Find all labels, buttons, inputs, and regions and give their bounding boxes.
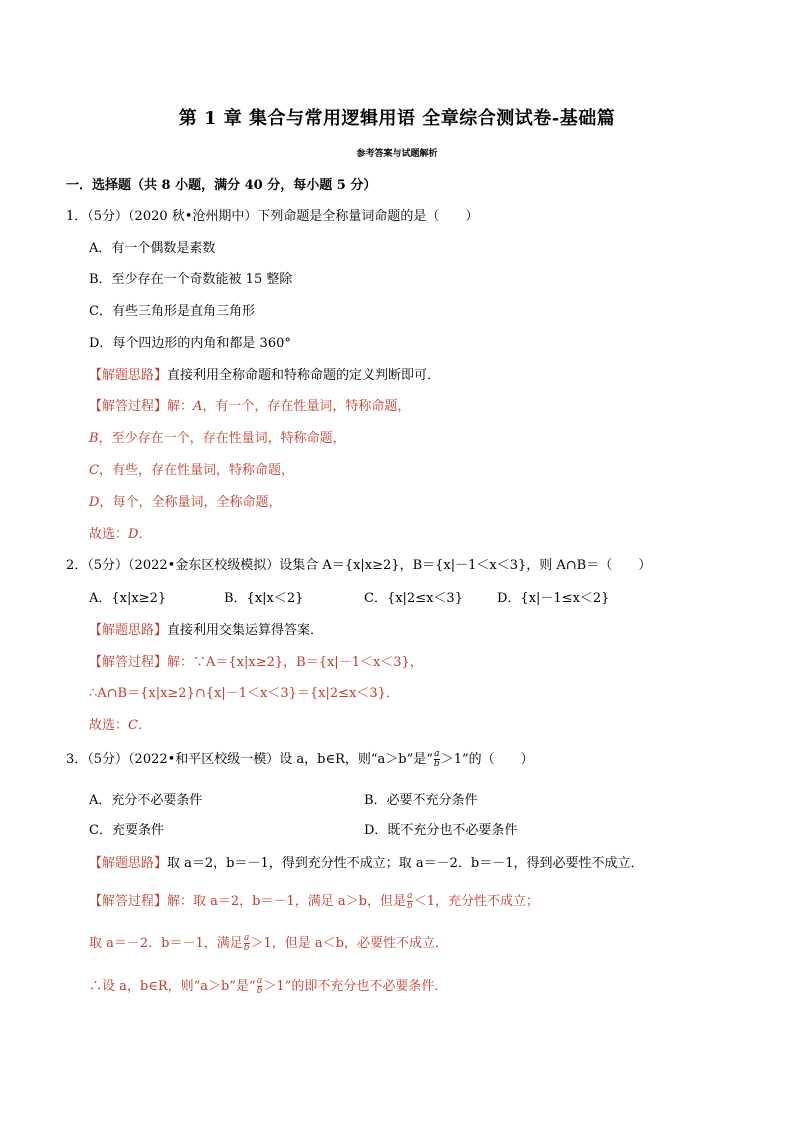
q3-process-text-1a: 解：取 a＝2，b＝－1，满足 a＞b，但是 <box>167 894 406 909</box>
fraction-numerator: a <box>256 976 263 986</box>
q2-option-c: C．{x|2≤x＜3} <box>364 591 463 606</box>
q2-option-a: A．{x|x≥2} <box>89 591 167 606</box>
q3-option-d: D．既不充分也不必要条件 <box>364 823 518 838</box>
q3-fraction <box>434 750 440 769</box>
q3-conclusion <box>89 977 447 996</box>
analysis-label: 【解题思路】 <box>89 856 168 871</box>
q3-analysis <box>89 855 644 873</box>
q1-answer <box>89 526 151 544</box>
q3-option-c: C．充要条件 <box>89 823 164 838</box>
analysis-label: 【解题思路】 <box>89 368 168 383</box>
q3-stem-part-2: ＞1”的（ ） <box>440 752 534 767</box>
q1-stem: 1．（5分）（2020 秋•沧州期中）下列命题是全称量词命题的是（ ） <box>66 209 479 224</box>
q3-stem-part-1: 3．（5分）（2022•和平区校级一模）设 a，b∈R，则“a＞b”是“ <box>66 752 433 767</box>
q3-fraction-proc1 <box>407 892 413 911</box>
section-heading: 一．选择题（共 8 小题，满分 40 分，每小题 5 分） <box>66 178 377 193</box>
page-subtitle: 参考答案与试题解析 <box>356 149 438 159</box>
q3-fraction-concl <box>257 977 263 996</box>
q3-process-text-1b: ＜1，充分性不成立； <box>413 894 540 909</box>
fraction-denominator: b <box>433 759 440 769</box>
q3-process-line-1 <box>89 892 539 911</box>
q2-analysis-text: 直接利用交集运算得答案． <box>167 623 324 638</box>
q3-fraction-proc2 <box>244 934 250 953</box>
q3-conclusion-b: ＞1”的即不充分也不必要条件． <box>263 979 448 994</box>
q3-option-a: A．充分不必要条件 <box>89 793 203 808</box>
fraction-denominator: b <box>256 986 263 996</box>
q2-process-text-1: 解：∵A＝{x|x≥2}，B＝{x|－1＜x＜3}， <box>167 655 423 670</box>
q1-analysis-text: 直接利用全称命题和特称命题的定义判断即可． <box>167 368 441 383</box>
q1-option-b: B．至少存在一个奇数能被 15 整除 <box>89 272 293 287</box>
q3-process-line-2 <box>89 934 448 953</box>
fraction-numerator: a <box>243 933 250 943</box>
q2-analysis <box>89 622 323 640</box>
q2-stem: 2．（5分）（2022•金东区校级模拟）设集合 A＝{x|x≥2}，B＝{x|－1＜x＜3}，则 A∩B＝（ ） <box>66 558 652 573</box>
q2-answer-prefix: 故选： <box>89 718 129 733</box>
process-label: 【解答过程】 <box>89 399 168 414</box>
q1-answer-value: D． <box>128 527 152 542</box>
fraction-denominator: b <box>406 901 413 911</box>
q3-option-b: B．必要不充分条件 <box>364 793 478 808</box>
q1-var-b: B <box>89 431 99 446</box>
q1-process-text-4: ，每个，全称量词，全称命题， <box>99 495 282 510</box>
analysis-label: 【解题思路】 <box>89 623 168 638</box>
q1-process-line-3 <box>89 462 294 480</box>
q2-answer-value: C． <box>128 718 151 733</box>
q2-process-line-2: ∴A∩B＝{x|x≥2}∩{x|－1＜x＜3}＝{x|2≤x＜3}． <box>89 686 399 701</box>
q1-process-text-3: ，有些，存在性量词，特称命题， <box>98 463 294 478</box>
page-title: 第 1 章 集合与常用逻辑用语 全章综合测试卷-基础篇 <box>178 108 616 129</box>
q3-process-text-2b: ＞1，但是 a＜b，必要性不成立． <box>250 936 448 951</box>
fraction-numerator: a <box>434 749 440 759</box>
q1-option-d: D．每个四边形的内角和都是 360° <box>89 336 291 351</box>
q1-option-a: A．有一个偶数是素数 <box>89 241 216 256</box>
q2-process-line-1 <box>89 654 423 672</box>
q1-process-text-1: ，有一个，存在性量词，特称命题， <box>202 399 411 414</box>
process-label: 【解答过程】 <box>89 655 168 670</box>
q3-analysis-text: 取 a＝2，b＝－1，得到充分性不成立；取 a＝－2．b＝－1，得到必要性不成立． <box>167 856 644 871</box>
q1-process-line-1 <box>89 398 410 416</box>
q1-process-prefix: 解： <box>167 399 194 414</box>
q1-process-line-2 <box>89 430 346 448</box>
q1-answer-prefix: 故选： <box>89 527 129 542</box>
q3-conclusion-a: ∴设 a，b∈R，则“a＞b”是“ <box>89 979 256 994</box>
q1-process-text-2: ，至少存在一个，存在性量词，特称命题， <box>98 431 346 446</box>
q1-analysis <box>89 367 440 385</box>
q1-var-d: D <box>89 495 100 510</box>
process-label: 【解答过程】 <box>89 894 168 909</box>
q1-var-c: C <box>89 463 99 478</box>
q3-stem <box>66 750 534 769</box>
fraction-denominator: b <box>243 943 250 953</box>
q2-option-b: B．{x|x＜2} <box>224 591 304 606</box>
q2-answer <box>89 717 151 735</box>
q1-process-line-4 <box>89 494 281 512</box>
q3-process-text-2a: 取 a＝－2．b＝－1，满足 <box>89 936 243 951</box>
q2-option-d: D．{x|－1≤x＜2} <box>497 591 610 606</box>
q1-var-a: A <box>193 399 203 414</box>
fraction-numerator: a <box>407 891 413 901</box>
q1-option-c: C．有些三角形是直角三角形 <box>89 304 255 319</box>
